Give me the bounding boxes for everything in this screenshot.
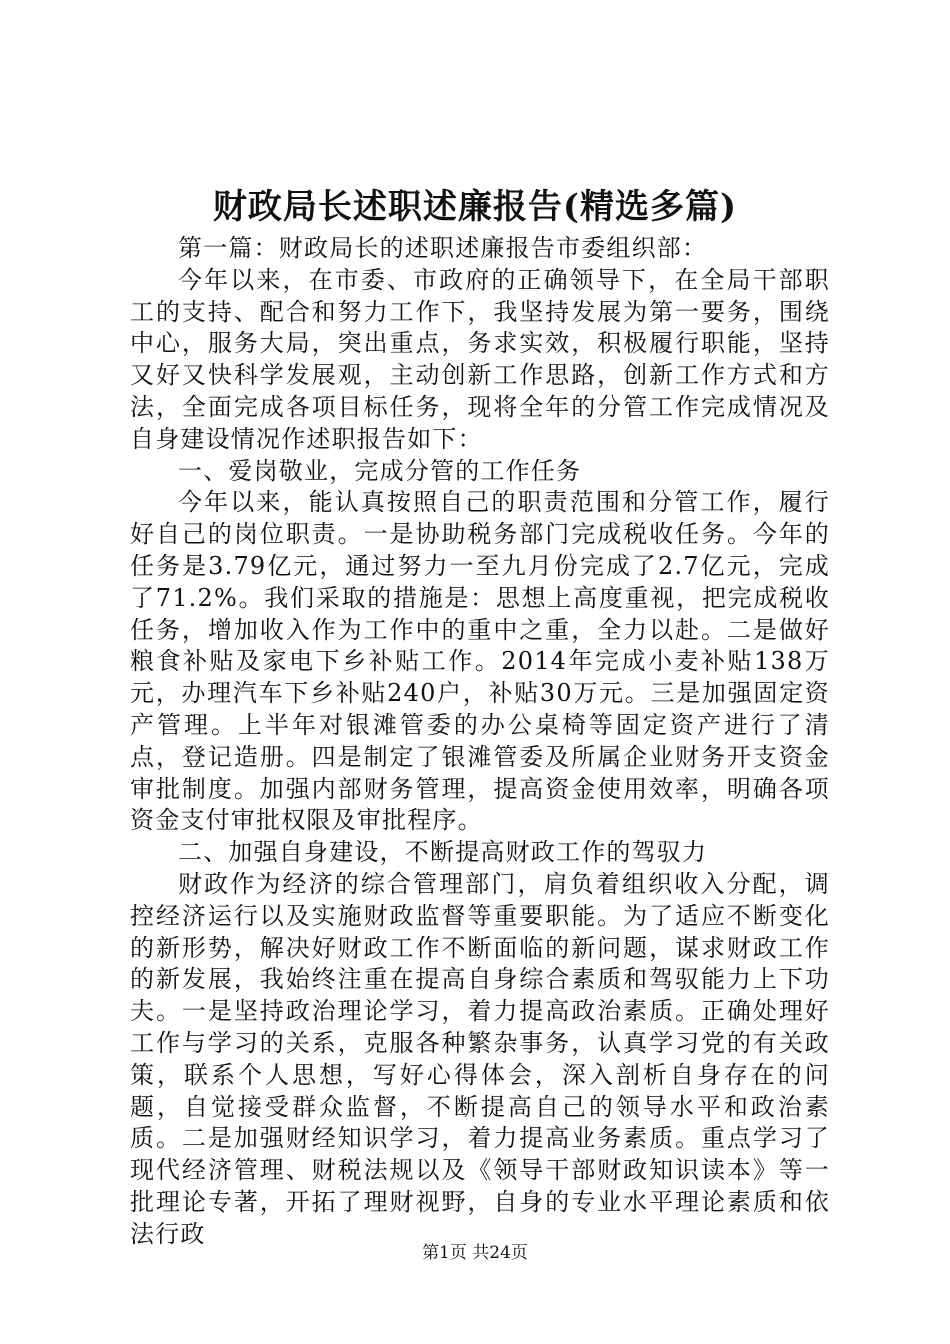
document-title: 财政局长述职述廉报告(精选多篇) — [212, 187, 738, 227]
paragraph-intro: 第一篇：财政局长的述职述廉报告市委组织部： — [178, 234, 708, 262]
paragraph-opening: 今年以来，在市委、市政府的正确领导下，在全局干部职工的支持、配合和努力工作下，我坚持发展为第一要务，围绕中心，服务大局，突出重点，务求实效，积极履行职能，坚持又好又快科学发展观，主动创新工作思路，创新工作方式和方法，全面完成各项目标任务，现将全年的分管工作完成情况及自身建设情况作述职报告如下： — [130, 265, 830, 453]
paragraph-section-1: 今年以来，能认真按照自己的职责范围和分管工作，履行好自己的岗位职责。一是协助税务部门完成税收任务。今年的任务是3.79亿元，通过努力一至九月份完成了2.7亿元，完成了71.2%。我们采取的措施是：思想上高度重视，把完成税收任务，增加收入作为工作中的重中之重，全力以赴。二是做好粮食补贴及家电下乡补贴工作。2014年完成小麦补贴138万元，办理汽车下乡补贴240户，补贴30万元。三是加强固定资产管理。上半年对银滩管委的办公桌椅等固定资产进行了清点，登记造册。四是制定了银滩管委及所属企业财务开支资金审批制度。加强内部财务管理，提高资金使用效率，明确各项资金支付审批权限及审批程序。 — [130, 488, 830, 835]
section-heading-2: 二、加强自身建设，不断提高财政工作的驾驭力 — [178, 838, 708, 867]
page-footer: 第1页 共24页 — [422, 1243, 528, 1263]
section-heading-1: 一、爱岗敬业，完成分管的工作任务 — [178, 456, 582, 485]
paragraph-section-2: 财政作为经济的综合管理部门，肩负着组织收入分配，调控经济运行以及实施财政监督等重要职能。为了适应不断变化的新形势，解决好财政工作不断面临的新问题，谋求财政工作的新发展，我始终注重在提高自身综合素质和驾驭能力上下功夫。一是坚持政治理论学习，着力提高政治素质。正确处理好工作与学习的关系，克服各种繁杂事务，认真学习党的有关政策，联系个人思想，写好心得体会，深入剖析自身存在的问题，自觉接受群众监督，不断提高自己的领导水平和政治素质。二是加强财经知识学习，着力提高业务素质。重点学习了现代经济管理、财税法规以及《领导干部财政知识读本》等一批理论专著，开拓了理财视野，自身的专业水平理论素质和依法行政 — [130, 869, 830, 1248]
document-body — [130, 233, 830, 1251]
